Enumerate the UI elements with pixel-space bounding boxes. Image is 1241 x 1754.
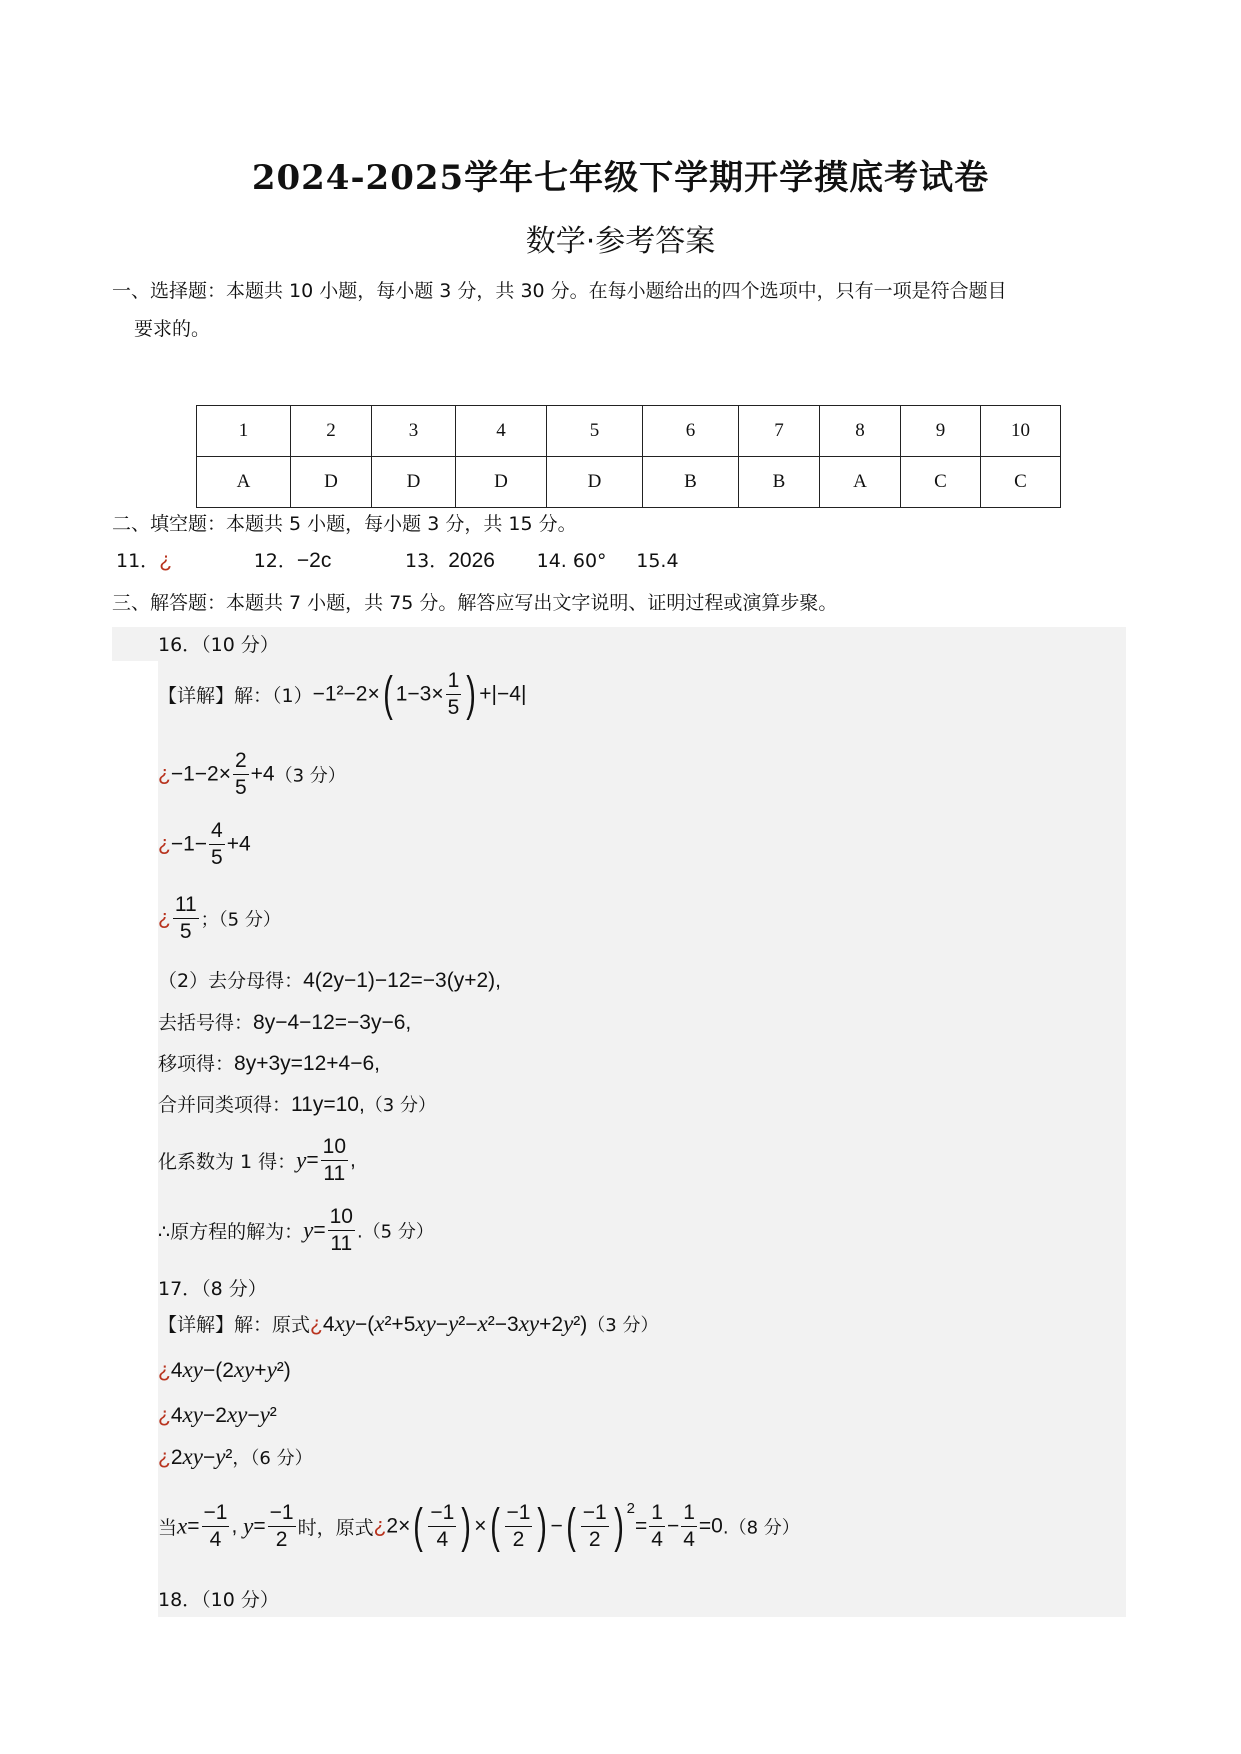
q11-label: 11． — [116, 550, 160, 572]
marker: ¿ — [373, 1514, 387, 1538]
table-cell: C — [901, 457, 981, 508]
q17-step-4: ¿2xy−y²，（6 分） — [158, 1444, 313, 1469]
q16-step-3: ¿−1− $\frac{4}{5}$ +4 — [158, 819, 251, 869]
table-cell: C — [981, 457, 1061, 508]
table-cell: D — [456, 457, 547, 508]
answer-table — [196, 405, 1061, 508]
points: .（5 分） — [356, 1221, 434, 1243]
table-cell: B — [643, 457, 739, 508]
q16-coefficient: 化系数为 1 得：y= $\frac{10}{11}$ , — [158, 1135, 356, 1185]
points: .（8 分） — [722, 1517, 800, 1539]
table-cell: 3 — [372, 406, 456, 457]
q16-heading: 16．（10 分） — [158, 634, 279, 656]
section1-heading: 一、选择题：本题共 10 小题，每小题 3 分，共 30 分。在每小题给出的四个选项中，只有一项是符合题目 — [112, 280, 1007, 302]
section1-heading-cont: 要求的。 — [134, 318, 211, 340]
step-label: 合并同类项得： — [158, 1094, 292, 1116]
answer-table-answers-row — [197, 457, 1061, 508]
q17-step-2: ¿4xy−(2xy+y²) — [158, 1357, 291, 1382]
table-cell: 4 — [456, 406, 547, 457]
table-cell: 10 — [981, 406, 1061, 457]
solution-highlight — [112, 627, 164, 661]
answer-table-numbers-row — [197, 406, 1061, 457]
points: ，（6 分） — [232, 1448, 313, 1469]
equation: 8y−4−12=−3y−6, — [253, 1011, 412, 1034]
part2-label: （2）去分母得： — [158, 970, 304, 992]
marker: ¿ — [158, 1404, 171, 1427]
table-cell: 6 — [643, 406, 739, 457]
q16-move — [158, 1049, 380, 1076]
step-label: ∴原方程的解为： — [158, 1221, 304, 1243]
table-cell: 8 — [820, 406, 901, 457]
q12-answer: −2c — [296, 549, 332, 572]
q17-heading: 17．（8 分） — [158, 1278, 267, 1300]
marker: ¿ — [158, 762, 171, 786]
points: （3 分） — [274, 765, 346, 787]
marker: ¿ — [158, 1359, 171, 1382]
q15-answer: 15.4 — [636, 550, 679, 572]
marker: ¿ — [158, 832, 171, 856]
table-cell: D — [372, 457, 456, 508]
points: ；（5 分） — [200, 909, 281, 931]
table-cell: A — [820, 457, 901, 508]
q16-combine — [158, 1090, 436, 1117]
table-cell: 5 — [547, 406, 643, 457]
q13-label: 13． — [405, 550, 449, 572]
q16-step-1: 【详解】解：（1）−1²−2×( 1−3× $\frac{1}{5}$ ) +|−4| — [158, 667, 527, 721]
q11-answer: ¿ — [159, 549, 173, 572]
table-cell: B — [739, 457, 820, 508]
step-label: 移项得： — [158, 1053, 235, 1075]
step-label: 去括号得： — [158, 1012, 254, 1034]
equation: 8y+3y=12+4−6, — [234, 1052, 380, 1075]
detail-label: 【详解】解：原式 — [158, 1314, 311, 1336]
table-cell: 2 — [291, 406, 372, 457]
section2-heading: 二、填空题：本题共 5 小题，每小题 3 分，共 15 分。 — [112, 513, 577, 535]
page-title: 2024-2025学年七年级下学期开学摸底考试卷 — [251, 158, 990, 198]
q17-step-1: 【详解】解：原式¿4xy−(x²+5xy−y²−x²−3xy+2y²)（3 分） — [158, 1311, 659, 1336]
q12-label: 12． — [253, 550, 297, 572]
table-cell: D — [291, 457, 372, 508]
table-cell: 7 — [739, 406, 820, 457]
q17-evaluate: 当x= $\frac{-1}{4}$ , y= $\frac{-1}{2}$ 时，原式¿2×( $\frac{-1}{4}$ ) ×( $\frac{-1}{2}$ ) −( $\frac{-1}{2}$ ) $^2$= $\frac{1}{4}$ − $\frac{1}{4}$ =0.（8 分） — [158, 1499, 800, 1553]
table-cell: A — [197, 457, 291, 508]
time-label: 时，原式 — [297, 1517, 374, 1539]
when-label: 当 — [158, 1517, 178, 1539]
equation: 11y=10, — [291, 1093, 365, 1116]
q16-expand — [158, 1008, 411, 1035]
equation: 4(2y−1)−12=−3(y+2), — [303, 969, 501, 992]
marker: ¿ — [310, 1313, 323, 1336]
page-subtitle: 数学·参考答案 — [525, 224, 716, 259]
q16-step-4: ¿ $\frac{11}{5}$ ；（5 分） — [158, 893, 281, 943]
step-label: 化系数为 1 得： — [158, 1151, 297, 1173]
q14-answer: 14. 60° — [536, 550, 607, 572]
q13-answer: 2026 — [448, 549, 495, 572]
q17-step-3: ¿4xy−2xy−y² — [158, 1402, 277, 1427]
marker: ¿ — [158, 1446, 171, 1469]
q16-part2 — [158, 966, 501, 993]
table-cell: D — [547, 457, 643, 508]
table-cell: 1 — [197, 406, 291, 457]
section3-heading: 三、解答题：本题共 7 小题，共 75 分。解答应写出文字说明、证明过程或演算步聚。 — [112, 592, 838, 614]
points: （3 分） — [364, 1095, 436, 1116]
points: （3 分） — [587, 1315, 659, 1336]
marker: ¿ — [158, 906, 171, 930]
fill-in-answers — [116, 546, 679, 573]
q16-solution: ∴原方程的解为：y= $\frac{10}{11}$ .（5 分） — [158, 1205, 434, 1255]
q16-step-2: ¿−1−2× $\frac{2}{5}$ +4（3 分） — [158, 749, 346, 799]
detail-label: 【详解】解：（1） — [158, 685, 313, 707]
table-cell: 9 — [901, 406, 981, 457]
q18-heading: 18．（10 分） — [158, 1589, 279, 1611]
